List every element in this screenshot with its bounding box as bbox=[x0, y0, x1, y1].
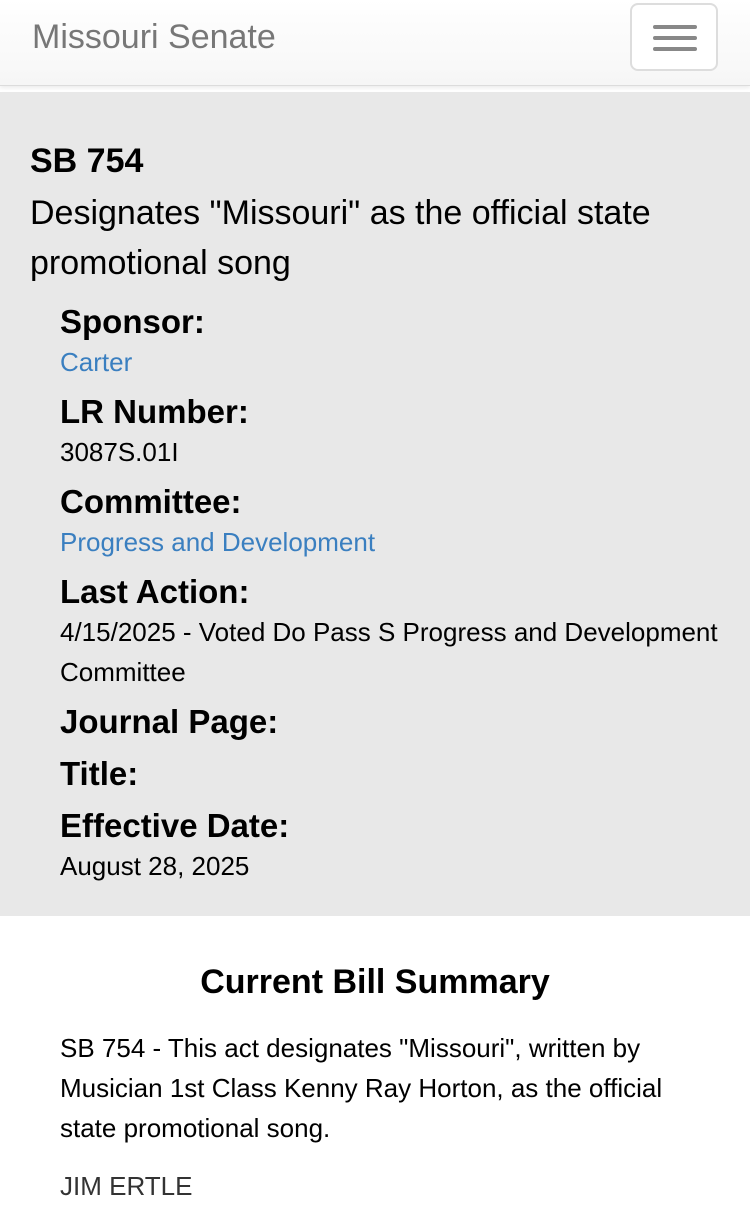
summary-author: JIM ERTLE bbox=[60, 1171, 193, 1201]
navbar bbox=[0, 0, 750, 86]
hamburger-menu-icon bbox=[653, 25, 697, 29]
bill-fields bbox=[30, 302, 720, 886]
lr-number-value: 3087S.01I bbox=[60, 437, 179, 467]
bill-number: SB 754 bbox=[30, 142, 144, 180]
summary-heading: Current Bill Summary bbox=[200, 963, 550, 1001]
journal-page-label: Journal Page: bbox=[60, 703, 279, 740]
last-action-value: 4/15/2025 - Voted Do Pass S Progress and Development Committee bbox=[60, 617, 718, 687]
bill-description: Designates "Missouri" as the official state promotional song bbox=[30, 194, 651, 282]
summary-text: SB 754 - This act designates "Missouri", written by Musician 1st Class Kenny Ray Horton, as the official state promotional song. bbox=[60, 1033, 663, 1143]
last-action-label: Last Action: bbox=[60, 573, 250, 610]
sponsor-link[interactable]: Carter bbox=[60, 347, 133, 377]
hamburger-menu-icon-bar bbox=[653, 36, 697, 40]
bill-info-panel bbox=[0, 92, 750, 916]
sponsor-label: Sponsor: bbox=[60, 303, 205, 340]
menu-toggle-button[interactable] bbox=[630, 3, 718, 71]
lr-number-label: LR Number: bbox=[60, 393, 249, 430]
effective-date-value: August 28, 2025 bbox=[60, 851, 250, 881]
effective-date-label: Effective Date: bbox=[60, 807, 290, 844]
title-label: Title: bbox=[60, 755, 139, 792]
committee-label: Committee: bbox=[60, 483, 242, 520]
hamburger-menu-icon-bar bbox=[653, 47, 697, 51]
site-brand-link[interactable]: Missouri Senate bbox=[32, 18, 276, 56]
committee-link[interactable]: Progress and Development bbox=[60, 527, 376, 557]
bill-summary-section bbox=[0, 916, 750, 1206]
